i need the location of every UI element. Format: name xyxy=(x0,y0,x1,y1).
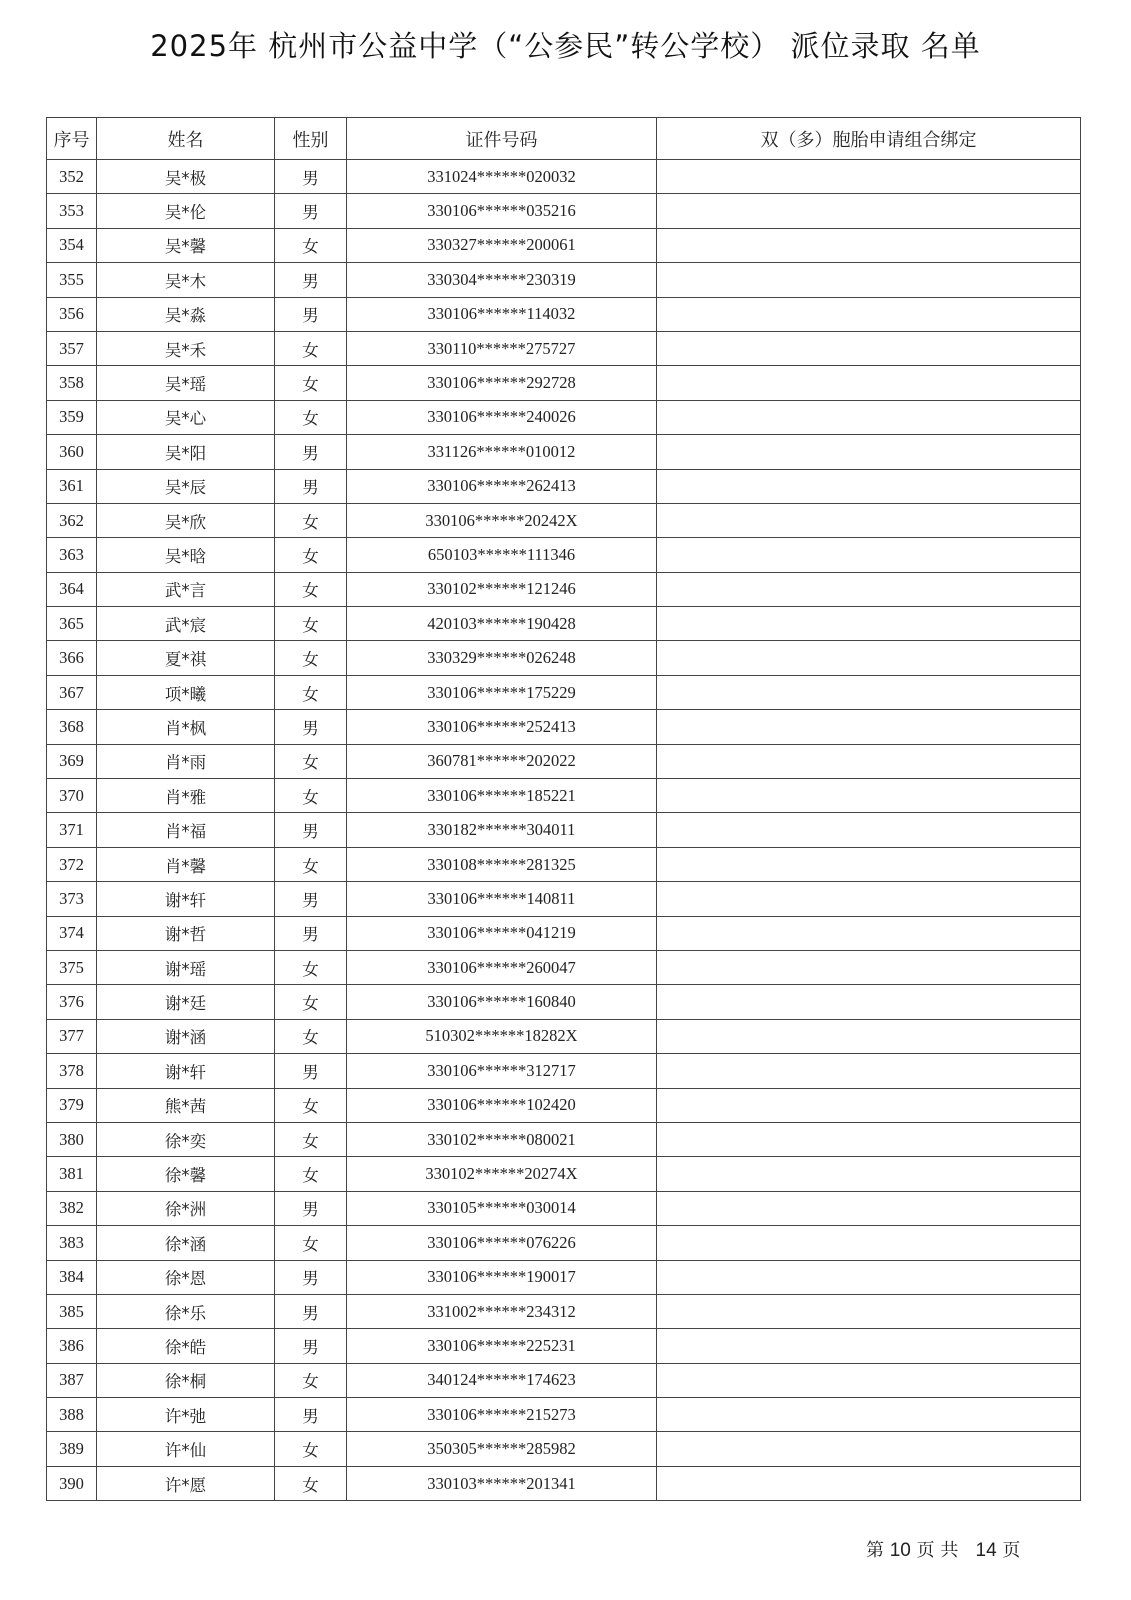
cell-serial-no: 388 xyxy=(47,1398,97,1432)
cell-id-number: 510302******18282X xyxy=(347,1019,657,1053)
cell-gender: 女 xyxy=(275,847,347,881)
cell-twin-binding xyxy=(657,366,1081,400)
cell-gender: 男 xyxy=(275,1191,347,1225)
header-id-number: 证件号码 xyxy=(347,118,657,160)
table-row xyxy=(47,331,1081,365)
cell-id-number: 330106******312717 xyxy=(347,1054,657,1088)
table-row xyxy=(47,1054,1081,1088)
cell-gender: 女 xyxy=(275,779,347,813)
cell-id-number: 330106******190017 xyxy=(347,1260,657,1294)
cell-name: 武*言 xyxy=(97,572,275,606)
cell-twin-binding xyxy=(657,538,1081,572)
cell-twin-binding xyxy=(657,950,1081,984)
cell-gender: 女 xyxy=(275,950,347,984)
cell-serial-no: 358 xyxy=(47,366,97,400)
cell-serial-no: 380 xyxy=(47,1122,97,1156)
table-row xyxy=(47,985,1081,1019)
table-row xyxy=(47,950,1081,984)
cell-id-number: 330106******041219 xyxy=(347,916,657,950)
cell-twin-binding xyxy=(657,331,1081,365)
cell-name: 武*宸 xyxy=(97,607,275,641)
footer-middle: 页 共 xyxy=(916,1540,959,1561)
cell-twin-binding xyxy=(657,675,1081,709)
cell-gender: 男 xyxy=(275,1260,347,1294)
cell-serial-no: 385 xyxy=(47,1294,97,1328)
cell-twin-binding xyxy=(657,1260,1081,1294)
cell-gender: 男 xyxy=(275,194,347,228)
cell-serial-no: 367 xyxy=(47,675,97,709)
cell-gender: 女 xyxy=(275,744,347,778)
cell-name: 徐*奕 xyxy=(97,1122,275,1156)
cell-gender: 女 xyxy=(275,1226,347,1260)
cell-name: 谢*轩 xyxy=(97,1054,275,1088)
cell-serial-no: 370 xyxy=(47,779,97,813)
cell-twin-binding xyxy=(657,1088,1081,1122)
cell-name: 肖*福 xyxy=(97,813,275,847)
table-row xyxy=(47,194,1081,228)
page-footer xyxy=(866,1536,1020,1562)
table-row xyxy=(47,538,1081,572)
cell-id-number: 330105******030014 xyxy=(347,1191,657,1225)
cell-id-number: 330102******080021 xyxy=(347,1122,657,1156)
cell-name: 谢*哲 xyxy=(97,916,275,950)
cell-gender: 男 xyxy=(275,1294,347,1328)
cell-gender: 女 xyxy=(275,1432,347,1466)
cell-twin-binding xyxy=(657,160,1081,194)
cell-serial-no: 382 xyxy=(47,1191,97,1225)
cell-serial-no: 372 xyxy=(47,847,97,881)
cell-name: 徐*乐 xyxy=(97,1294,275,1328)
cell-gender: 女 xyxy=(275,641,347,675)
cell-serial-no: 368 xyxy=(47,710,97,744)
cell-id-number: 330329******026248 xyxy=(347,641,657,675)
cell-name: 许*仙 xyxy=(97,1432,275,1466)
cell-id-number: 330106******160840 xyxy=(347,985,657,1019)
cell-gender: 女 xyxy=(275,400,347,434)
cell-twin-binding xyxy=(657,779,1081,813)
cell-name: 肖*枫 xyxy=(97,710,275,744)
cell-twin-binding xyxy=(657,503,1081,537)
cell-twin-binding xyxy=(657,572,1081,606)
cell-serial-no: 377 xyxy=(47,1019,97,1053)
cell-id-number: 650103******111346 xyxy=(347,538,657,572)
cell-id-number: 330106******240026 xyxy=(347,400,657,434)
cell-twin-binding xyxy=(657,607,1081,641)
cell-gender: 男 xyxy=(275,916,347,950)
cell-name: 吴*欣 xyxy=(97,503,275,537)
cell-gender: 女 xyxy=(275,675,347,709)
cell-name: 谢*轩 xyxy=(97,882,275,916)
cell-gender: 男 xyxy=(275,469,347,503)
footer-page-number: 10 xyxy=(889,1540,911,1561)
cell-serial-no: 366 xyxy=(47,641,97,675)
table-row xyxy=(47,675,1081,709)
cell-gender: 女 xyxy=(275,228,347,262)
table-row xyxy=(47,744,1081,778)
cell-serial-no: 353 xyxy=(47,194,97,228)
cell-name: 吴*伦 xyxy=(97,194,275,228)
cell-gender: 男 xyxy=(275,710,347,744)
table-row xyxy=(47,1329,1081,1363)
cell-serial-no: 386 xyxy=(47,1329,97,1363)
cell-id-number: 331126******010012 xyxy=(347,435,657,469)
cell-name: 肖*馨 xyxy=(97,847,275,881)
table-row xyxy=(47,1191,1081,1225)
footer-total-pages: 14 xyxy=(975,1540,997,1561)
cell-name: 吴*心 xyxy=(97,400,275,434)
cell-name: 熊*茜 xyxy=(97,1088,275,1122)
cell-id-number: 330102******20274X xyxy=(347,1157,657,1191)
cell-gender: 女 xyxy=(275,607,347,641)
cell-twin-binding xyxy=(657,1466,1081,1500)
table-row xyxy=(47,572,1081,606)
cell-twin-binding xyxy=(657,1226,1081,1260)
cell-id-number: 330182******304011 xyxy=(347,813,657,847)
cell-gender: 女 xyxy=(275,985,347,1019)
cell-serial-no: 389 xyxy=(47,1432,97,1466)
cell-serial-no: 360 xyxy=(47,435,97,469)
table-row xyxy=(47,469,1081,503)
table-row xyxy=(47,1398,1081,1432)
cell-gender: 男 xyxy=(275,1054,347,1088)
cell-serial-no: 359 xyxy=(47,400,97,434)
cell-id-number: 330102******121246 xyxy=(347,572,657,606)
cell-twin-binding xyxy=(657,297,1081,331)
cell-twin-binding xyxy=(657,400,1081,434)
cell-name: 谢*瑶 xyxy=(97,950,275,984)
cell-gender: 女 xyxy=(275,1157,347,1191)
cell-twin-binding xyxy=(657,435,1081,469)
cell-gender: 男 xyxy=(275,297,347,331)
cell-twin-binding xyxy=(657,641,1081,675)
cell-name: 吴*淼 xyxy=(97,297,275,331)
cell-twin-binding xyxy=(657,1398,1081,1432)
cell-serial-no: 374 xyxy=(47,916,97,950)
cell-id-number: 330106******175229 xyxy=(347,675,657,709)
cell-name: 肖*雅 xyxy=(97,779,275,813)
cell-gender: 男 xyxy=(275,813,347,847)
cell-serial-no: 390 xyxy=(47,1466,97,1500)
cell-serial-no: 381 xyxy=(47,1157,97,1191)
table-row xyxy=(47,1294,1081,1328)
cell-name: 吴*极 xyxy=(97,160,275,194)
cell-name: 吴*木 xyxy=(97,263,275,297)
cell-name: 吴*瑶 xyxy=(97,366,275,400)
cell-name: 吴*禾 xyxy=(97,331,275,365)
cell-serial-no: 365 xyxy=(47,607,97,641)
header-serial-no: 序号 xyxy=(47,118,97,160)
cell-name: 肖*雨 xyxy=(97,744,275,778)
cell-id-number: 330106******260047 xyxy=(347,950,657,984)
cell-id-number: 330103******201341 xyxy=(347,1466,657,1500)
cell-serial-no: 373 xyxy=(47,882,97,916)
table-row xyxy=(47,400,1081,434)
cell-twin-binding xyxy=(657,1329,1081,1363)
table-row xyxy=(47,779,1081,813)
cell-serial-no: 364 xyxy=(47,572,97,606)
cell-id-number: 340124******174623 xyxy=(347,1363,657,1397)
cell-name: 许*弛 xyxy=(97,1398,275,1432)
cell-name: 徐*涵 xyxy=(97,1226,275,1260)
table-row xyxy=(47,1226,1081,1260)
header-name: 姓名 xyxy=(97,118,275,160)
cell-gender: 女 xyxy=(275,1019,347,1053)
cell-gender: 男 xyxy=(275,160,347,194)
cell-id-number: 330108******281325 xyxy=(347,847,657,881)
cell-id-number: 330327******200061 xyxy=(347,228,657,262)
cell-id-number: 330106******292728 xyxy=(347,366,657,400)
cell-id-number: 330106******252413 xyxy=(347,710,657,744)
cell-name: 吴*晗 xyxy=(97,538,275,572)
table-header-row xyxy=(47,118,1081,160)
cell-twin-binding xyxy=(657,263,1081,297)
cell-serial-no: 352 xyxy=(47,160,97,194)
table-row xyxy=(47,297,1081,331)
cell-gender: 男 xyxy=(275,1329,347,1363)
cell-twin-binding xyxy=(657,985,1081,1019)
header-twin-binding: 双（多）胞胎申请组合绑定 xyxy=(657,118,1081,160)
footer-suffix: 页 xyxy=(1002,1540,1021,1561)
table-row xyxy=(47,607,1081,641)
cell-twin-binding xyxy=(657,882,1081,916)
cell-id-number: 420103******190428 xyxy=(347,607,657,641)
cell-gender: 女 xyxy=(275,1122,347,1156)
cell-id-number: 330106******114032 xyxy=(347,297,657,331)
cell-name: 夏*祺 xyxy=(97,641,275,675)
cell-serial-no: 363 xyxy=(47,538,97,572)
cell-name: 徐*桐 xyxy=(97,1363,275,1397)
cell-serial-no: 375 xyxy=(47,950,97,984)
table-row xyxy=(47,882,1081,916)
cell-serial-no: 387 xyxy=(47,1363,97,1397)
table-row xyxy=(47,263,1081,297)
cell-gender: 女 xyxy=(275,366,347,400)
table-row xyxy=(47,1466,1081,1500)
table-row xyxy=(47,710,1081,744)
cell-serial-no: 379 xyxy=(47,1088,97,1122)
table-row xyxy=(47,435,1081,469)
cell-serial-no: 383 xyxy=(47,1226,97,1260)
cell-name: 徐*馨 xyxy=(97,1157,275,1191)
cell-id-number: 330110******275727 xyxy=(347,331,657,365)
cell-serial-no: 362 xyxy=(47,503,97,537)
cell-gender: 女 xyxy=(275,1363,347,1397)
cell-serial-no: 361 xyxy=(47,469,97,503)
admission-table xyxy=(46,117,1081,1501)
cell-name: 谢*涵 xyxy=(97,1019,275,1053)
table-row xyxy=(47,503,1081,537)
cell-name: 吴*馨 xyxy=(97,228,275,262)
table-row xyxy=(47,1019,1081,1053)
cell-id-number: 330106******215273 xyxy=(347,1398,657,1432)
cell-name: 徐*洲 xyxy=(97,1191,275,1225)
cell-name: 项*曦 xyxy=(97,675,275,709)
cell-twin-binding xyxy=(657,194,1081,228)
cell-twin-binding xyxy=(657,710,1081,744)
cell-id-number: 330304******230319 xyxy=(347,263,657,297)
cell-serial-no: 369 xyxy=(47,744,97,778)
cell-id-number: 360781******202022 xyxy=(347,744,657,778)
table-row xyxy=(47,1363,1081,1397)
table-row xyxy=(47,366,1081,400)
table-row xyxy=(47,813,1081,847)
cell-name: 徐*皓 xyxy=(97,1329,275,1363)
cell-serial-no: 356 xyxy=(47,297,97,331)
cell-name: 谢*廷 xyxy=(97,985,275,1019)
cell-id-number: 330106******262413 xyxy=(347,469,657,503)
cell-id-number: 330106******035216 xyxy=(347,194,657,228)
table-row xyxy=(47,1157,1081,1191)
cell-twin-binding xyxy=(657,1122,1081,1156)
cell-gender: 男 xyxy=(275,1398,347,1432)
cell-gender: 男 xyxy=(275,263,347,297)
cell-gender: 女 xyxy=(275,503,347,537)
table-row xyxy=(47,160,1081,194)
cell-gender: 女 xyxy=(275,331,347,365)
page-title: 2025年 杭州市公益中学（“公参民”转公学校） 派位录取 名单 xyxy=(150,29,981,63)
cell-gender: 女 xyxy=(275,1088,347,1122)
cell-id-number: 331024******020032 xyxy=(347,160,657,194)
cell-id-number: 330106******102420 xyxy=(347,1088,657,1122)
table-row xyxy=(47,1260,1081,1294)
cell-serial-no: 357 xyxy=(47,331,97,365)
table-body xyxy=(47,160,1081,1501)
table-row xyxy=(47,916,1081,950)
cell-twin-binding xyxy=(657,469,1081,503)
cell-twin-binding xyxy=(657,1363,1081,1397)
table-row xyxy=(47,228,1081,262)
cell-name: 吴*辰 xyxy=(97,469,275,503)
table-row xyxy=(47,847,1081,881)
cell-twin-binding xyxy=(657,228,1081,262)
cell-gender: 女 xyxy=(275,538,347,572)
cell-id-number: 330106******20242X xyxy=(347,503,657,537)
cell-name: 徐*恩 xyxy=(97,1260,275,1294)
cell-twin-binding xyxy=(657,744,1081,778)
table-row xyxy=(47,1088,1081,1122)
table-row xyxy=(47,1122,1081,1156)
cell-serial-no: 384 xyxy=(47,1260,97,1294)
table-row xyxy=(47,1432,1081,1466)
header-gender: 性别 xyxy=(275,118,347,160)
cell-twin-binding xyxy=(657,847,1081,881)
cell-name: 吴*阳 xyxy=(97,435,275,469)
cell-id-number: 330106******185221 xyxy=(347,779,657,813)
cell-twin-binding xyxy=(657,1054,1081,1088)
cell-id-number: 330106******076226 xyxy=(347,1226,657,1260)
cell-gender: 女 xyxy=(275,1466,347,1500)
cell-serial-no: 376 xyxy=(47,985,97,1019)
cell-id-number: 350305******285982 xyxy=(347,1432,657,1466)
cell-serial-no: 371 xyxy=(47,813,97,847)
cell-name: 许*愿 xyxy=(97,1466,275,1500)
cell-serial-no: 355 xyxy=(47,263,97,297)
table-row xyxy=(47,641,1081,675)
cell-serial-no: 378 xyxy=(47,1054,97,1088)
cell-twin-binding xyxy=(657,1432,1081,1466)
cell-twin-binding xyxy=(657,1019,1081,1053)
footer-prefix: 第 xyxy=(866,1540,884,1561)
cell-id-number: 330106******140811 xyxy=(347,882,657,916)
cell-twin-binding xyxy=(657,1191,1081,1225)
cell-gender: 男 xyxy=(275,882,347,916)
cell-gender: 男 xyxy=(275,435,347,469)
cell-serial-no: 354 xyxy=(47,228,97,262)
cell-gender: 女 xyxy=(275,572,347,606)
cell-twin-binding xyxy=(657,1294,1081,1328)
cell-id-number: 330106******225231 xyxy=(347,1329,657,1363)
cell-twin-binding xyxy=(657,1157,1081,1191)
cell-id-number: 331002******234312 xyxy=(347,1294,657,1328)
cell-twin-binding xyxy=(657,916,1081,950)
cell-twin-binding xyxy=(657,813,1081,847)
